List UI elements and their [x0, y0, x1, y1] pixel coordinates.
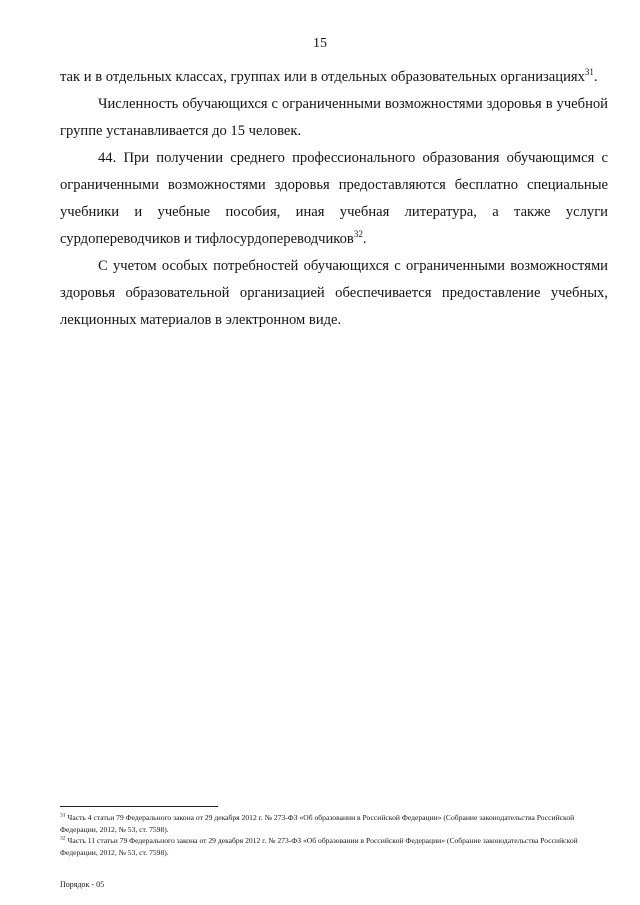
footnote-ref-31: 31 — [584, 67, 594, 78]
footnote-31 — [60, 812, 612, 835]
paragraph-text: так и в отдельных классах, группах или в отдельных образовательных организациях — [60, 69, 585, 85]
paragraph-end: . — [593, 69, 598, 85]
paragraph-end: . — [362, 231, 367, 247]
paragraph-text: С учетом особых потребностей обучающихся с ограниченными возможностями здоровья образовательной организацией обеспечивается предоставление учебных, лекционных материалов в электронном виде. — [60, 258, 608, 328]
paragraph-text: 44. При получении среднего профессионального образования обучающимся с ограниченными возможностями здоровья предоставляются бесплатно специальные учебники и учебные пособия, иная учебная литература, а также услуги сурдопереводчиков и тифлосурдопереводчиков — [60, 150, 608, 247]
paragraph-text: Численность обучающихся с ограниченными возможностями здоровья в учебной группе устанавливается до 15 человек. — [60, 96, 608, 139]
document-body — [60, 64, 608, 334]
footnote-number: 31 — [60, 812, 66, 819]
paragraph-44 — [60, 145, 608, 253]
footnote-separator — [60, 806, 218, 807]
paragraph-continuation — [60, 64, 608, 91]
footnote-text: Часть 4 статьи 79 Федерального закона от 29 декабря 2012 г. № 273-ФЗ «Об образовании в Российской Федерации» (Собрание законодательства Российской Федерации, 2012, № 53, ст. 7598). — [60, 813, 575, 834]
footnote-text: Часть 11 статьи 79 Федерального закона от 29 декабря 2012 г. № 273-ФЗ «Об образовании в Российской Федерации» (Собрание законодательства Российской Федерации, 2012, № 53, ст. 7598). — [60, 836, 578, 857]
paragraph-electronic-materials — [60, 253, 608, 334]
footnotes — [60, 812, 612, 858]
footnote-ref-32: 32 — [353, 229, 363, 240]
page-footer: Порядок - 05 — [60, 880, 105, 889]
footnote-32 — [60, 835, 612, 858]
paragraph-group-size — [60, 91, 608, 145]
page-number: 15 — [313, 36, 327, 51]
footnote-number: 32 — [60, 835, 66, 842]
